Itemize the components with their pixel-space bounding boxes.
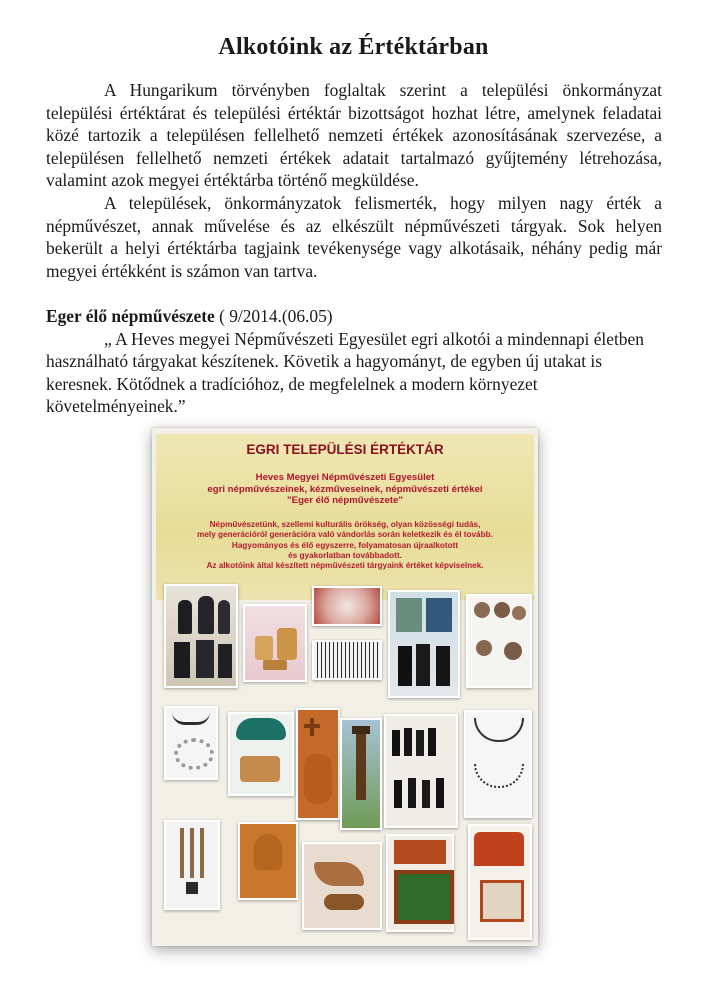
page-title: Alkotóink az Értéktárban xyxy=(218,34,489,60)
photo-teal-carving xyxy=(228,712,294,796)
poster-body-line: és gyakorlatban továbbadott. xyxy=(288,550,402,560)
section-quote: „ A Heves megyei Népművészeti Egyesület egri alkotói a mindennapi életben használható tárgyakat készítenek. Követik a hagyományt, de egyben új utakat is keresnek. Kötődnek a tradícióhoz, de megfelelnek a modern környezet követelményeinek.” xyxy=(46,328,644,417)
poster-subtitle xyxy=(152,472,538,507)
poster-body-line: Az alkotóink által készített népművészeti tárgyaink értéket képviselnek. xyxy=(206,561,484,571)
photo-wooden-bowls xyxy=(302,842,382,930)
photo-ceramic-plates xyxy=(466,594,532,688)
photo-dance-group xyxy=(384,714,458,828)
paragraph-2: A települések, önkormányzatok felismerték, hogy milyen nagy érték a népművészet, annak művelése és az elkészült népművészeti tárgyak. Sok helyen bekerült a helyi értéktárba tagjaink tevékenysége vagy alkotásaik, néhány pedig már megyei értékként is számon van tartva. xyxy=(46,192,662,281)
photo-white-lace xyxy=(312,640,382,680)
poster-title: EGRI TELEPÜLÉSI ÉRTÉKTÁR xyxy=(246,442,444,457)
poster-body-line: Népművészetünk, szellemi kulturális örökség, olyan közösségi tudás, xyxy=(209,520,481,529)
photo-woven-baskets xyxy=(243,604,307,682)
section-eger xyxy=(46,305,662,418)
poster-body xyxy=(152,520,538,571)
poster-subtitle-line: egri népművészeinek, kézműveseinek, népművészeti értékei xyxy=(207,483,483,495)
photo-painted-chest xyxy=(386,834,454,932)
poster-body-line: mely generációról generációra való vándorlás során keletkezik és él tovább. xyxy=(197,530,493,540)
photo-bell-tower xyxy=(340,718,382,830)
photo-red-lace xyxy=(312,586,382,626)
photo-furniture xyxy=(468,824,532,940)
paragraph-1: A Hungarikum törvényben foglaltak szerint a települési önkormányzat települési értéktárat és települési értéktár bizottságot hozhat létre, amelynek feladatai közé tartozik a településen fellelhető nemzeti értékek azonosításának szervezése, a településen fellelhető nemzeti értékek adatait tartalmazó gyűjtemény létrehozása, valamint azok megyei értéktárba történő megküldése. xyxy=(46,80,662,191)
photo-folk-costumes xyxy=(164,584,238,688)
photo-dancers-portraits xyxy=(388,590,460,698)
poster-subtitle-line: ”Eger élő népművészete” xyxy=(286,495,404,507)
photo-spindles xyxy=(164,820,220,910)
poster-body-line: Hagyományos és élő egyszerre, folyamatosan újraalkotott xyxy=(231,540,459,550)
photo-bead-necklaces xyxy=(164,706,218,780)
poster-subtitle-line: Heves Megyei Népművészeti Egyesület xyxy=(255,472,435,483)
photo-carved-portrait xyxy=(238,822,298,900)
section-heading-title: Eger élő népművészete xyxy=(46,306,215,326)
section-reference: ( 9/2014.(06.05) xyxy=(214,306,333,326)
poster-header-band xyxy=(156,434,534,600)
intro-text xyxy=(46,79,662,282)
photo-jewelry xyxy=(464,710,532,818)
section-heading xyxy=(46,305,662,328)
poster-image xyxy=(152,428,538,946)
photo-wood-relief xyxy=(296,708,340,820)
